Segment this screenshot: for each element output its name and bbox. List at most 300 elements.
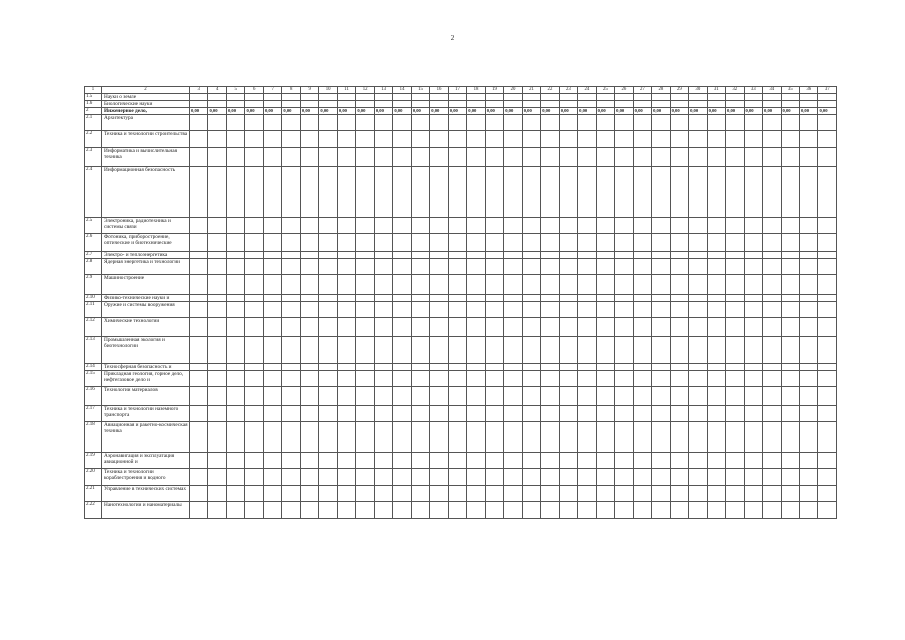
value-cell (430, 302, 448, 318)
table-row (85, 406, 837, 422)
value-cell (633, 148, 651, 167)
value-cell (781, 364, 799, 371)
value-cell (559, 234, 577, 252)
value-cell (485, 364, 503, 371)
value-cell (485, 302, 503, 318)
value-cell (633, 406, 651, 422)
value-cell (707, 406, 725, 422)
value-cell (485, 252, 503, 259)
value-cell (763, 302, 781, 318)
value-cell (763, 94, 781, 101)
value-cell (263, 453, 281, 469)
value-cell (522, 295, 540, 302)
value-cell (781, 259, 799, 275)
value-cell (467, 422, 485, 453)
value-cell (337, 101, 355, 108)
value-cell (818, 148, 836, 167)
value-cell (707, 115, 725, 131)
value-cell (726, 167, 744, 218)
value-cell (300, 234, 318, 252)
value-cell (411, 94, 429, 101)
value-cell (411, 218, 429, 234)
value-cell (670, 302, 688, 318)
value-cell (781, 422, 799, 453)
value-cell (615, 302, 633, 318)
value-cell (799, 131, 817, 148)
value-cell (208, 371, 226, 387)
value-cell (467, 252, 485, 259)
value-cell (689, 218, 707, 234)
value-cell (190, 218, 208, 234)
row-name: Техносферная безопасность и (102, 364, 190, 371)
value-cell (208, 502, 226, 519)
value-cell (337, 259, 355, 275)
value-cell (670, 364, 688, 371)
value-cell (356, 259, 374, 275)
value-cell (670, 502, 688, 519)
value-cell (319, 275, 337, 295)
value-cell (504, 94, 522, 101)
value-cell (522, 453, 540, 469)
value-cell (541, 94, 559, 101)
value-cell (411, 259, 429, 275)
value-cell (522, 422, 540, 453)
value-cell (799, 406, 817, 422)
value-cell (670, 148, 688, 167)
value-cell (226, 302, 244, 318)
value-cell (707, 302, 725, 318)
row-name: Технологии материалов (102, 387, 190, 406)
value-cell (263, 406, 281, 422)
value-cell (541, 218, 559, 234)
value-cell (467, 295, 485, 302)
value-cell (337, 337, 355, 364)
value-cell (393, 371, 411, 387)
value-cell (319, 94, 337, 101)
value-cell (282, 422, 300, 453)
value-cell (504, 502, 522, 519)
header-cell: 19 (485, 87, 503, 94)
value-cell (393, 295, 411, 302)
value-cell (282, 406, 300, 422)
value-cell (670, 115, 688, 131)
value-cell (781, 218, 799, 234)
value-cell (467, 101, 485, 108)
value-cell (559, 115, 577, 131)
value-cell (393, 387, 411, 406)
value-cell (504, 469, 522, 486)
value-cell (208, 422, 226, 453)
value-cell (300, 148, 318, 167)
table-row (85, 252, 837, 259)
value-cell (633, 387, 651, 406)
value-cell (467, 302, 485, 318)
value-cell (337, 94, 355, 101)
value-cell (707, 167, 725, 218)
value-cell (818, 371, 836, 387)
value-cell (393, 131, 411, 148)
value-cell (356, 453, 374, 469)
value-cell (726, 275, 744, 295)
value-cell (393, 115, 411, 131)
value-cell (541, 275, 559, 295)
value-cell (485, 167, 503, 218)
value-cell (781, 486, 799, 502)
value-cell (300, 131, 318, 148)
value-cell (190, 337, 208, 364)
value-cell (689, 469, 707, 486)
value-cell (504, 218, 522, 234)
value-cell (337, 364, 355, 371)
value-cell (578, 318, 596, 337)
value-cell (319, 252, 337, 259)
value-cell (282, 371, 300, 387)
value-cell (541, 422, 559, 453)
value-cell (448, 101, 466, 108)
value-cell (356, 337, 374, 364)
value-cell (208, 131, 226, 148)
value-cell (430, 318, 448, 337)
value-cell (652, 371, 670, 387)
value-cell (559, 318, 577, 337)
value-cell (781, 337, 799, 364)
value-cell (448, 318, 466, 337)
value-cell (393, 275, 411, 295)
value-cell: 0,00 (615, 108, 633, 115)
value-cell (467, 234, 485, 252)
value-cell (374, 275, 392, 295)
value-cell (282, 387, 300, 406)
value-cell (300, 337, 318, 364)
value-cell (356, 387, 374, 406)
value-cell (559, 148, 577, 167)
value-cell (633, 502, 651, 519)
table-row (85, 94, 837, 101)
value-cell: 0,00 (393, 108, 411, 115)
row-name: Информатика и вычислительная техника (102, 148, 190, 167)
value-cell (263, 275, 281, 295)
value-cell (689, 234, 707, 252)
row-name: Авиационная и ракетно-космическая техника (102, 422, 190, 453)
value-cell (670, 218, 688, 234)
value-cell (356, 364, 374, 371)
row-number: 2.9 (85, 275, 102, 295)
value-cell (522, 502, 540, 519)
value-cell (633, 469, 651, 486)
value-cell (522, 371, 540, 387)
table-row (85, 302, 837, 318)
value-cell (633, 318, 651, 337)
value-cell (263, 371, 281, 387)
value-cell (781, 131, 799, 148)
value-cell (245, 148, 263, 167)
value-cell (504, 148, 522, 167)
value-cell (485, 406, 503, 422)
value-cell (652, 453, 670, 469)
value-cell (781, 502, 799, 519)
row-name: Инженерное дело, (102, 108, 190, 115)
value-cell (763, 148, 781, 167)
value-cell (541, 295, 559, 302)
value-cell (337, 234, 355, 252)
value-cell (781, 115, 799, 131)
value-cell (190, 295, 208, 302)
value-cell (245, 406, 263, 422)
value-cell (541, 371, 559, 387)
value-cell (282, 295, 300, 302)
value-cell (670, 234, 688, 252)
value-cell (393, 94, 411, 101)
value-cell (615, 422, 633, 453)
value-cell (781, 469, 799, 486)
value-cell (300, 502, 318, 519)
value-cell (356, 131, 374, 148)
value-cell (615, 252, 633, 259)
value-cell (799, 115, 817, 131)
value-cell (689, 337, 707, 364)
value-cell: 0,00 (337, 108, 355, 115)
value-cell (319, 502, 337, 519)
value-cell (818, 218, 836, 234)
row-name: Промышленная экология и биотехнологии (102, 337, 190, 364)
value-cell (337, 148, 355, 167)
value-cell: 0,00 (781, 108, 799, 115)
value-cell (578, 148, 596, 167)
value-cell (448, 259, 466, 275)
value-cell (356, 101, 374, 108)
value-cell (245, 422, 263, 453)
value-cell (633, 94, 651, 101)
value-cell (300, 218, 318, 234)
value-cell (430, 502, 448, 519)
value-cell (208, 167, 226, 218)
value-cell (559, 295, 577, 302)
value-cell (596, 302, 614, 318)
row-number: 2.12 (85, 318, 102, 337)
value-cell (615, 318, 633, 337)
value-cell (337, 252, 355, 259)
value-cell (430, 295, 448, 302)
value-cell (411, 422, 429, 453)
value-cell (245, 252, 263, 259)
row-name: Прикладная геология, горное дело, нефтегазовое дело и (102, 371, 190, 387)
value-cell (467, 502, 485, 519)
value-cell (263, 148, 281, 167)
value-cell (319, 259, 337, 275)
data-table (84, 86, 837, 519)
value-cell (596, 131, 614, 148)
value-cell (522, 115, 540, 131)
value-cell (448, 234, 466, 252)
value-cell: 0,00 (522, 108, 540, 115)
value-cell (226, 148, 244, 167)
value-cell (190, 302, 208, 318)
value-cell (374, 302, 392, 318)
value-cell (744, 167, 762, 218)
value-cell (799, 469, 817, 486)
header-cell: 23 (559, 87, 577, 94)
value-cell (337, 131, 355, 148)
row-number: 2.2 (85, 131, 102, 148)
value-cell (615, 259, 633, 275)
value-cell (245, 318, 263, 337)
value-cell (467, 318, 485, 337)
value-cell (411, 453, 429, 469)
value-cell (541, 337, 559, 364)
value-cell (300, 453, 318, 469)
value-cell (652, 252, 670, 259)
value-cell (467, 259, 485, 275)
value-cell (411, 318, 429, 337)
value-cell (485, 275, 503, 295)
value-cell (744, 371, 762, 387)
value-cell (541, 406, 559, 422)
value-cell (190, 406, 208, 422)
row-number: 2.17 (85, 406, 102, 422)
value-cell (245, 486, 263, 502)
value-cell (652, 115, 670, 131)
value-cell (578, 131, 596, 148)
value-cell (522, 131, 540, 148)
row-number: 2.15 (85, 371, 102, 387)
value-cell (707, 371, 725, 387)
value-cell (522, 218, 540, 234)
value-cell: 0,00 (578, 108, 596, 115)
value-cell: 0,00 (374, 108, 392, 115)
table-row (85, 318, 837, 337)
row-number: 2.18 (85, 422, 102, 453)
value-cell (337, 302, 355, 318)
value-cell (799, 364, 817, 371)
value-cell (744, 453, 762, 469)
value-cell (467, 486, 485, 502)
value-cell (744, 115, 762, 131)
value-cell (190, 131, 208, 148)
header-cell: 1 (85, 87, 102, 94)
value-cell (726, 302, 744, 318)
value-cell (263, 337, 281, 364)
value-cell (393, 337, 411, 364)
value-cell: 0,00 (485, 108, 503, 115)
table-row (85, 469, 837, 486)
value-cell (263, 422, 281, 453)
value-cell (226, 453, 244, 469)
value-cell (448, 115, 466, 131)
row-name: Управление в технических системах (102, 486, 190, 502)
value-cell: 0,00 (430, 108, 448, 115)
value-cell (448, 469, 466, 486)
value-cell (670, 486, 688, 502)
value-cell (707, 275, 725, 295)
value-cell (485, 295, 503, 302)
value-cell (282, 218, 300, 234)
value-cell (485, 371, 503, 387)
value-cell (356, 406, 374, 422)
value-cell (448, 337, 466, 364)
value-cell (448, 131, 466, 148)
value-cell (226, 502, 244, 519)
value-cell (818, 259, 836, 275)
header-cell: 7 (263, 87, 281, 94)
header-cell: 31 (707, 87, 725, 94)
value-cell (522, 302, 540, 318)
value-cell (799, 252, 817, 259)
value-cell (263, 318, 281, 337)
value-cell (226, 469, 244, 486)
value-cell (799, 295, 817, 302)
value-cell (633, 295, 651, 302)
header-cell: 4 (208, 87, 226, 94)
value-cell (374, 387, 392, 406)
row-number: 2.13 (85, 337, 102, 364)
value-cell (504, 453, 522, 469)
value-cell (799, 234, 817, 252)
value-cell (781, 295, 799, 302)
value-cell (689, 318, 707, 337)
value-cell (744, 387, 762, 406)
value-cell (615, 148, 633, 167)
value-cell (652, 131, 670, 148)
value-cell (282, 364, 300, 371)
value-cell (467, 364, 485, 371)
value-cell (190, 469, 208, 486)
value-cell (319, 302, 337, 318)
header-cell: 32 (726, 87, 744, 94)
value-cell (393, 302, 411, 318)
value-cell: 0,00 (670, 108, 688, 115)
value-cell (504, 337, 522, 364)
value-cell (763, 275, 781, 295)
row-name: Электроника, радиотехника и системы связи (102, 218, 190, 234)
value-cell (448, 252, 466, 259)
value-cell (726, 115, 744, 131)
value-cell (763, 131, 781, 148)
value-cell (504, 234, 522, 252)
header-cell: 24 (578, 87, 596, 94)
value-cell (226, 218, 244, 234)
value-cell (633, 234, 651, 252)
value-cell (208, 302, 226, 318)
value-cell: 0,00 (541, 108, 559, 115)
value-cell (633, 486, 651, 502)
value-cell (319, 101, 337, 108)
value-cell (578, 259, 596, 275)
value-cell (541, 115, 559, 131)
value-cell (504, 115, 522, 131)
value-cell: 0,00 (652, 108, 670, 115)
value-cell (670, 259, 688, 275)
value-cell (226, 259, 244, 275)
value-cell (208, 94, 226, 101)
value-cell (374, 295, 392, 302)
value-cell (744, 422, 762, 453)
value-cell (818, 295, 836, 302)
value-cell (430, 234, 448, 252)
value-cell (245, 218, 263, 234)
value-cell (208, 318, 226, 337)
value-cell (726, 148, 744, 167)
value-cell (448, 371, 466, 387)
header-cell: 20 (504, 87, 522, 94)
value-cell (374, 94, 392, 101)
header-cell: 8 (282, 87, 300, 94)
header-cell: 25 (596, 87, 614, 94)
value-cell (726, 337, 744, 364)
value-cell (744, 406, 762, 422)
table-row (85, 371, 837, 387)
value-cell (356, 469, 374, 486)
value-cell (689, 302, 707, 318)
